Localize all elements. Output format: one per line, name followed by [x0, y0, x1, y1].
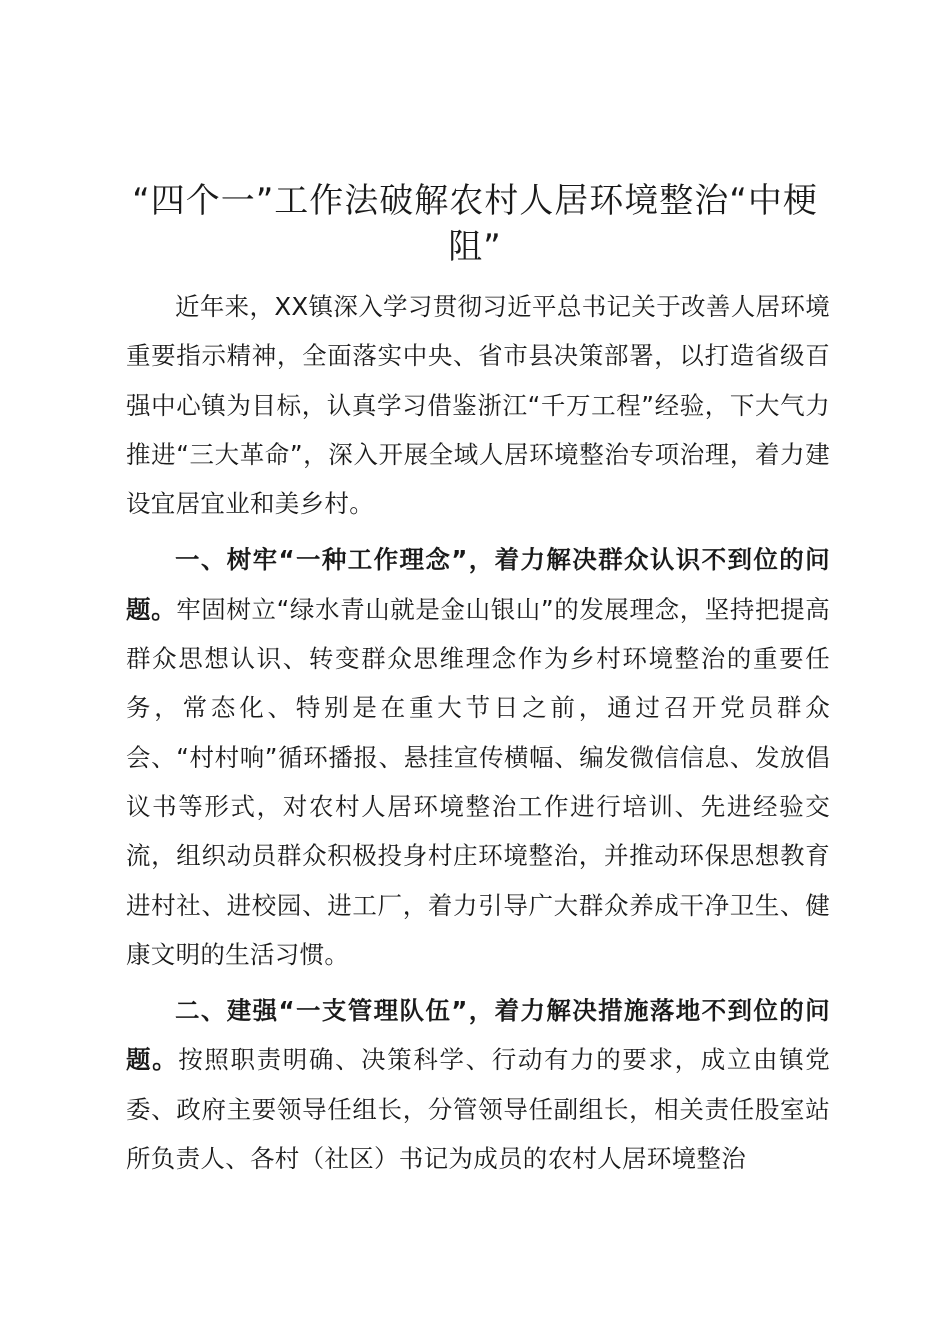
section-2-heading: 二、建强“一支管理队伍”，着力解决措施落地不到位的问题。	[126, 996, 830, 1075]
section-2-paragraph	[126, 986, 830, 1183]
section-2-body: 按照职责明确、决策科学、行动有力的要求，成立由镇党委、政府主要领导任组长，分管领导任副组长，相关责任股室站所负责人、各村（社区）书记为成员的农村人居环境整治	[126, 1045, 830, 1174]
intro-paragraph: 近年来，XX镇深入学习贯彻习近平总书记关于改善人居环境重要指示精神，全面落实中央、省市县决策部署，以打造省级百强中心镇为目标，认真学习借鉴浙江“千万工程”经验，下大气力推进“三大革命”，深入开展全域人居环境整治专项治理，着力建设宜居宜业和美乡村。	[126, 292, 830, 519]
section-1-body: 牢固树立“绿水青山就是金山银山”的发展理念，坚持把提高群众思想认识、转变群众思维理念作为乡村环境整治的重要任务，常态化、特别是在重大节日之前，通过召开党员群众会、“村村响”循环播报、悬挂宣传横幅、编发微信信息、发放倡议书等形式，对农村人居环境整治工作进行培训、先进经验交流，组织动员群众积极投身村庄环境整治，并推动环保思想教育进村社、进校园、进工厂，着力引导广大群众养成干净卫生、健康文明的生活习惯。	[126, 594, 830, 969]
section-1-heading: 一、树牢“一种工作理念”，着力解决群众认识不到位的问题。	[126, 545, 830, 624]
document-body	[126, 282, 830, 1183]
document-title: “四个一”工作法破解农村人居环境整治“中梗阻”	[132, 181, 818, 267]
section-1-paragraph	[126, 535, 830, 979]
